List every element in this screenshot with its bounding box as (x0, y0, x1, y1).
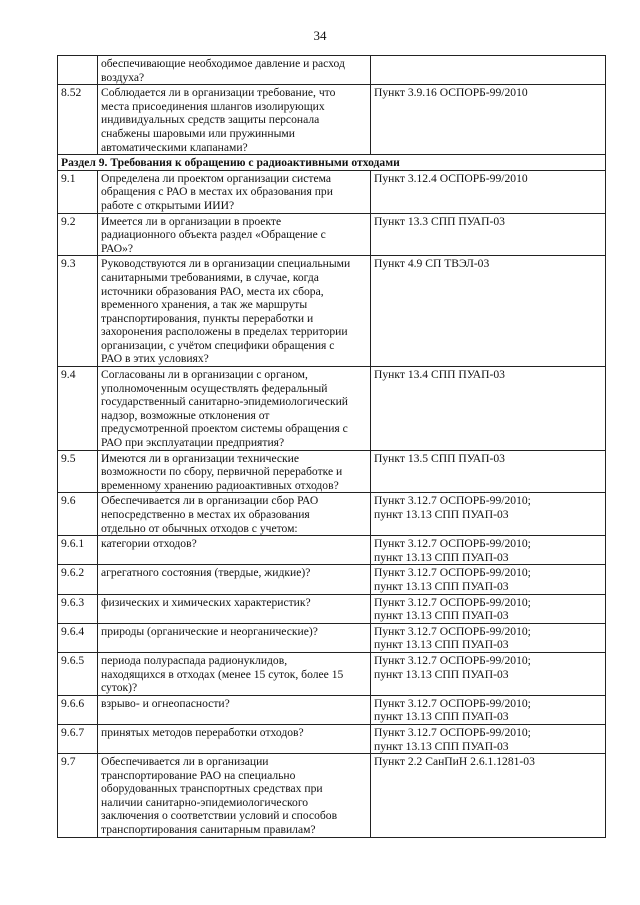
item-reference: Пункт 3.12.4 ОСПОРБ-99/2010 (374, 171, 528, 185)
item-number: 9.6 (61, 494, 76, 508)
item-reference-cell (371, 56, 606, 85)
item-number: 9.6.3 (61, 595, 85, 609)
item-reference-cell (371, 536, 606, 565)
item-question-cell (98, 623, 371, 652)
page-number: 34 (313, 28, 327, 43)
item-reference: Пункт 13.5 СПП ПУАП-03 (374, 451, 505, 465)
table-row (58, 256, 606, 367)
item-question: Имеются ли в организации технические возможности по сбору, первичной переработке и временному хранению радиоактивных отходов? (101, 451, 343, 492)
item-reference: Пункт 3.12.7 ОСПОРБ-99/2010; пункт 13.13 СПП ПУАП-03 (374, 624, 531, 652)
table-row (58, 56, 606, 85)
item-number-cell (58, 594, 98, 623)
item-number-cell (58, 56, 98, 85)
item-question: природы (органические и неорганические)? (101, 624, 318, 638)
item-question-cell (98, 565, 371, 594)
item-number: 9.7 (61, 755, 76, 769)
item-question: Имеется ли в организации в проекте радиационного объекта раздел «Обращение с РАО»? (101, 214, 326, 255)
item-number: 8.52 (61, 86, 82, 100)
item-reference-cell (371, 450, 606, 493)
item-question: Обеспечивается ли в организации транспортирование РАО на специально оборудованных транспортных средствах при наличии санитарно-эпидемиологического заключения о соответствии условий и способов транспортирования санитарным правилам? (101, 755, 338, 837)
item-number: 9.6.4 (61, 624, 85, 638)
item-number-cell (58, 652, 98, 695)
item-number-cell (58, 724, 98, 753)
item-question: Определена ли проектом организации система обращения с РАО в местах их образования при работе с открытыми ИИИ? (101, 171, 333, 212)
item-question: обеспечивающие необходимое давление и расход воздуха? (101, 57, 345, 84)
table-row (58, 623, 606, 652)
item-question: Согласованы ли в организации с органом, уполномоченным осуществлять федеральный государственный санитарно-эпидемиологический надзор, возможные отклонения от предусмотренной проектом системы обращения с РАО при эксплуатации предприятия? (101, 368, 348, 450)
table-row (58, 754, 606, 838)
item-question-cell (98, 754, 371, 838)
item-question-cell (98, 56, 371, 85)
item-question-cell (98, 695, 371, 724)
item-reference: Пункт 13.3 СПП ПУАП-03 (374, 214, 505, 228)
item-reference: Пункт 3.12.7 ОСПОРБ-99/2010; пункт 13.13 СПП ПУАП-03 (374, 696, 531, 724)
item-reference-cell (371, 565, 606, 594)
table-row (58, 652, 606, 695)
item-number: 9.6.6 (61, 696, 85, 710)
item-reference-cell (371, 623, 606, 652)
item-question-cell (98, 367, 371, 451)
item-reference-cell (371, 754, 606, 838)
table-row (58, 170, 606, 213)
table-row (58, 594, 606, 623)
item-question: принятых методов переработки отходов? (101, 725, 304, 739)
item-reference-cell (371, 652, 606, 695)
item-number: 9.2 (61, 214, 76, 228)
table-row (58, 536, 606, 565)
item-reference: Пункт 2.2 СанПиН 2.6.1.1281-03 (374, 755, 535, 769)
item-question: Руководствуются ли в организации специальными санитарными требованиями, в случае, когда источники образования РАО, места их сбора, временного хранения, а так же маршруты транспортирования, пункты переработки и захоронения расположены в пределах территории организации, с учётом специфики обращения с РАО в этих условиях? (101, 257, 351, 366)
table-row (58, 724, 606, 753)
table-row (58, 565, 606, 594)
item-question: категории отходов? (101, 537, 197, 551)
item-reference: Пункт 3.12.7 ОСПОРБ-99/2010; пункт 13.13 СПП ПУАП-03 (374, 595, 531, 623)
item-reference: Пункт 3.12.7 ОСПОРБ-99/2010; пункт 13.13 СПП ПУАП-03 (374, 537, 531, 564)
item-question-cell (98, 493, 371, 536)
item-number-cell (58, 367, 98, 451)
checklist-table-body (58, 56, 606, 838)
item-number-cell (58, 754, 98, 838)
table-row (58, 493, 606, 536)
table-row (58, 450, 606, 493)
item-number-cell (58, 256, 98, 367)
item-number: 9.3 (61, 257, 76, 271)
item-number: 9.6.5 (61, 653, 85, 667)
item-question-cell (98, 256, 371, 367)
section-title: Раздел 9. Требования к обращению с радиоактивными отходами (58, 155, 606, 171)
item-number-cell (58, 623, 98, 652)
section-row (58, 155, 606, 171)
item-number-cell (58, 536, 98, 565)
item-reference-cell (371, 695, 606, 724)
item-number: 9.5 (61, 451, 76, 465)
item-question: физических и химических характеристик? (101, 595, 311, 609)
table-row (58, 367, 606, 451)
item-question-cell (98, 213, 371, 256)
item-number-cell (58, 170, 98, 213)
item-question: Соблюдается ли в организации требование, что места присоединения шлангов изолирующих индивидуальных средств защиты персонала снабжены шаровыми или пружинными автоматическими клапанами? (101, 86, 336, 154)
item-question: периода полураспада радионуклидов, находящихся в отходах (менее 15 суток, более 15 суток)? (101, 653, 344, 695)
item-reference: Пункт 3.12.7 ОСПОРБ-99/2010; пункт 13.13 СПП ПУАП-03 (374, 653, 531, 681)
item-question: взрыво- и огнеопасности? (101, 696, 230, 710)
item-number: 9.1 (61, 171, 76, 185)
item-reference: Пункт 4.9 СП ТВЭЛ-03 (374, 257, 490, 271)
item-reference: Пункт 3.12.7 ОСПОРБ-99/2010; пункт 13.13 СПП ПУАП-03 (374, 494, 531, 521)
item-question-cell (98, 652, 371, 695)
item-number-cell (58, 695, 98, 724)
item-number: 9.6.1 (61, 537, 85, 551)
item-reference-cell (371, 493, 606, 536)
item-reference-cell (371, 213, 606, 256)
item-question-cell (98, 536, 371, 565)
item-question-cell (98, 170, 371, 213)
item-question-cell (98, 724, 371, 753)
item-reference: Пункт 3.12.7 ОСПОРБ-99/2010; пункт 13.13 СПП ПУАП-03 (374, 566, 531, 593)
item-number-cell (58, 565, 98, 594)
item-number-cell (58, 85, 98, 155)
item-reference: Пункт 3.12.7 ОСПОРБ-99/2010; пункт 13.13 СПП ПУАП-03 (374, 725, 531, 753)
item-question: Обеспечивается ли в организации сбор РАО непосредственно в местах их образования отдельно от обычных отходов с учетом: (101, 494, 319, 535)
checklist-table (57, 55, 606, 838)
item-reference: Пункт 13.4 СПП ПУАП-03 (374, 368, 505, 382)
item-reference-cell (371, 256, 606, 367)
item-number-cell (58, 493, 98, 536)
table-row (58, 695, 606, 724)
item-reference: Пункт 3.9.16 ОСПОРБ-99/2010 (374, 86, 528, 100)
table-row (58, 85, 606, 155)
item-question-cell (98, 594, 371, 623)
item-number: 9.4 (61, 368, 76, 382)
table-row (58, 213, 606, 256)
item-number: 9.6.7 (61, 725, 85, 739)
item-reference-cell (371, 367, 606, 451)
item-reference-cell (371, 594, 606, 623)
item-question: агрегатного состояния (твердые, жидкие)? (101, 566, 311, 580)
item-reference-cell (371, 724, 606, 753)
item-question-cell (98, 450, 371, 493)
item-reference-cell (371, 85, 606, 155)
item-reference-cell (371, 170, 606, 213)
item-question-cell (98, 85, 371, 155)
item-number-cell (58, 450, 98, 493)
item-number-cell (58, 213, 98, 256)
item-number: 9.6.2 (61, 566, 85, 580)
